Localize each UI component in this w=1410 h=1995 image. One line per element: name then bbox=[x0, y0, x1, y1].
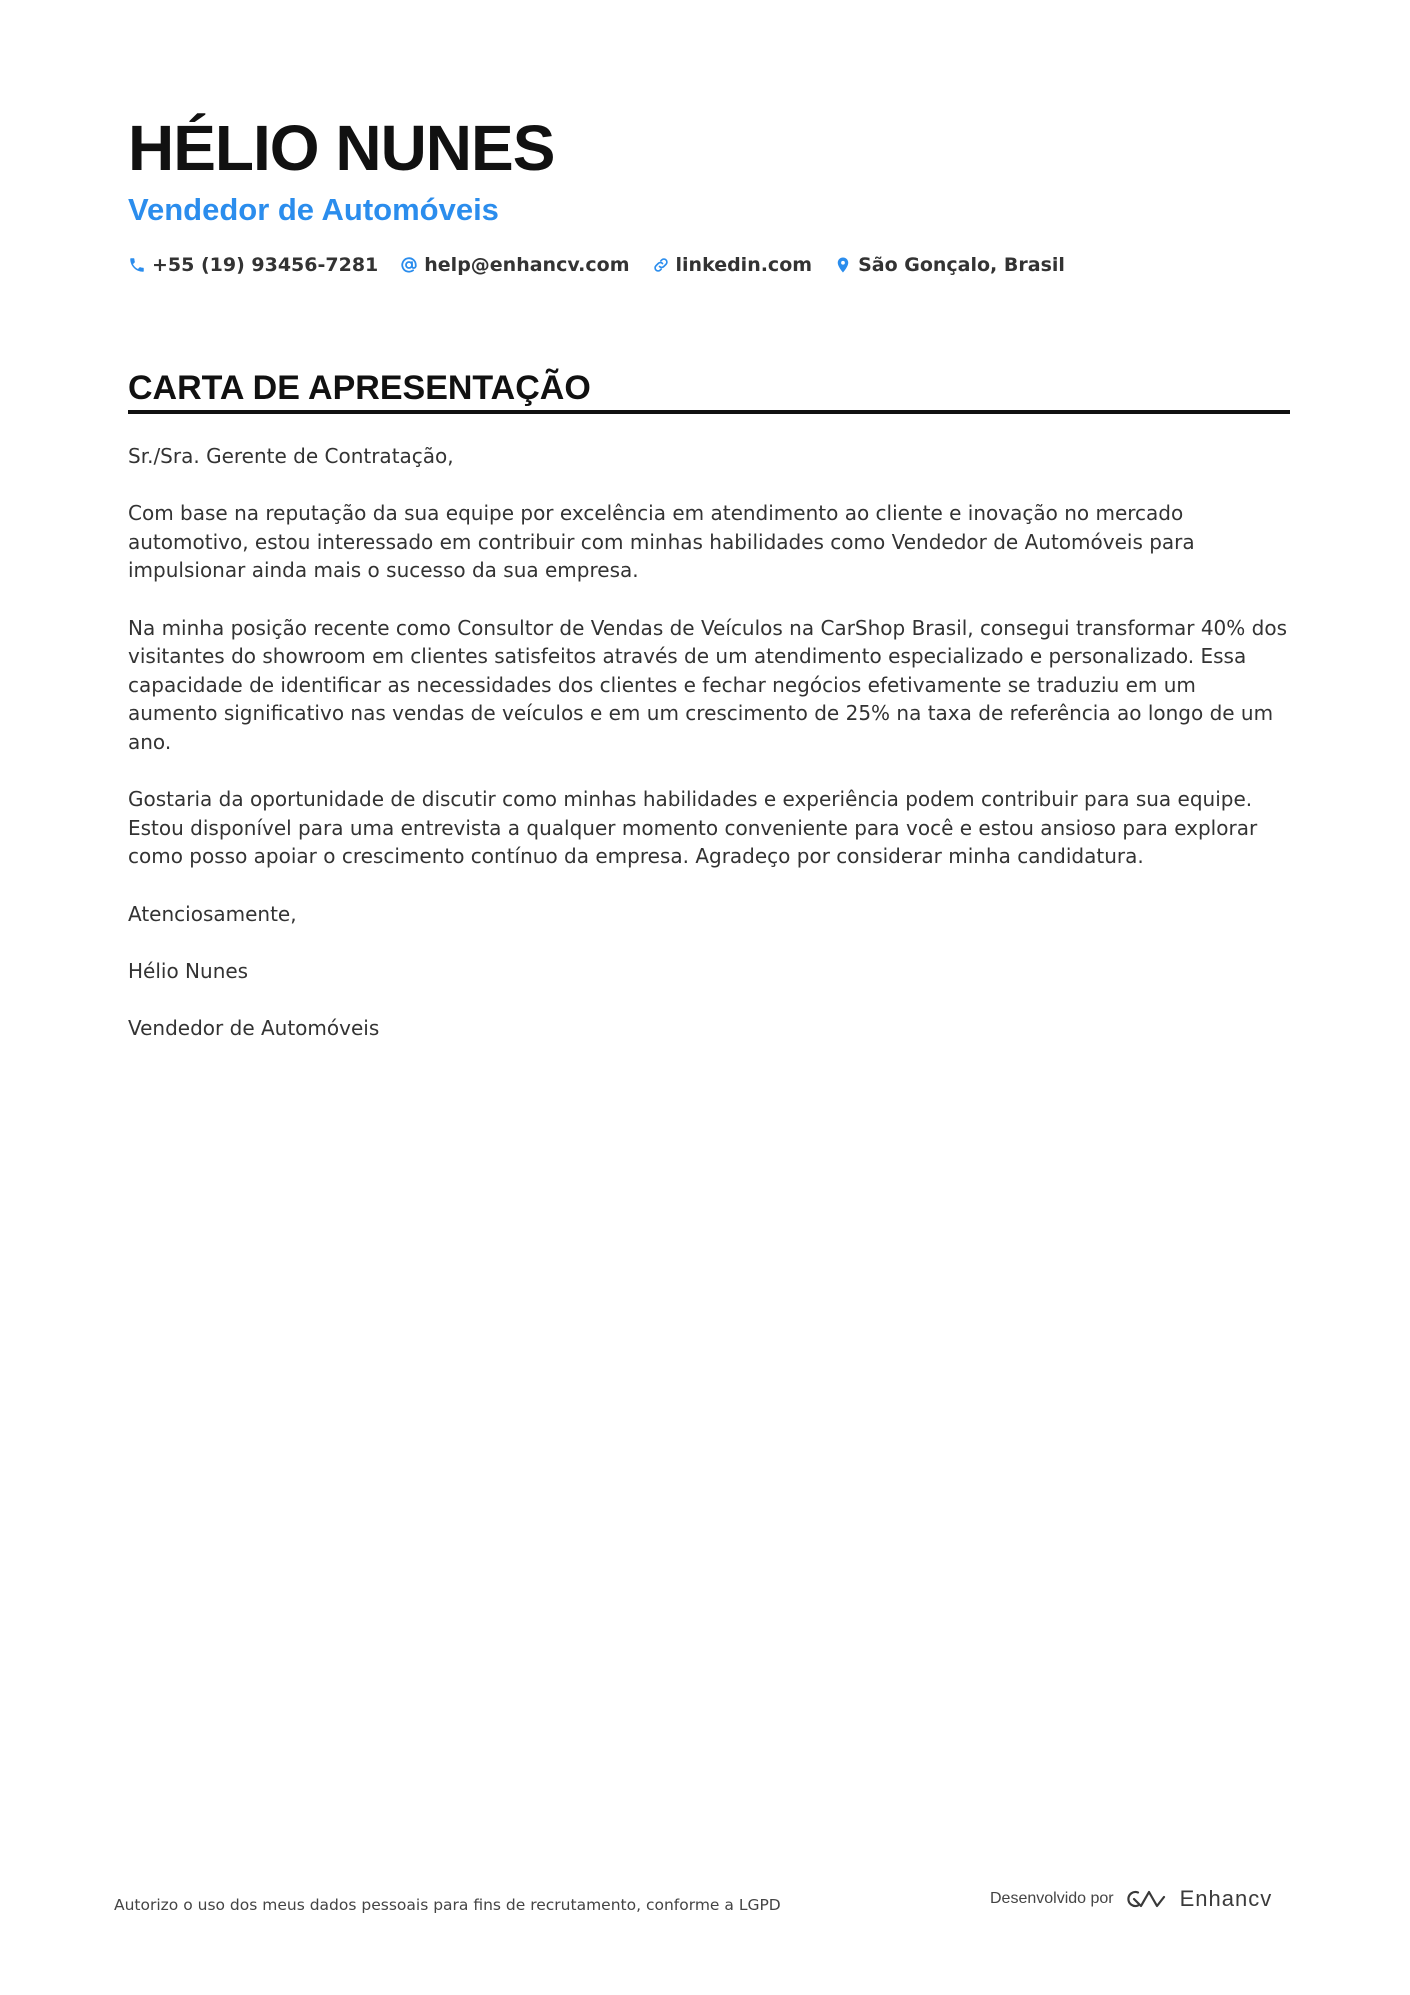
letter-paragraph: Gostaria da oportunidade de discutir como minhas habilidades e experiência podem contribuir para sua equipe. Estou disponível para uma entrevista a qualquer momento conveniente para você e estou ansioso para explorar como posso apoiar o crescimento contínuo da empresa. Agradeço por considerar minha candidatura. bbox=[128, 787, 1258, 869]
contact-linkedin[interactable] bbox=[652, 254, 813, 276]
contact-phone[interactable] bbox=[128, 254, 378, 276]
contact-bar bbox=[128, 254, 1065, 276]
contact-phone-text: +55 (19) 93456-7281 bbox=[152, 254, 379, 276]
contact-linkedin-text: linkedin.com bbox=[675, 254, 813, 276]
enhancv-logo-icon bbox=[1124, 1887, 1170, 1911]
link-icon bbox=[652, 256, 670, 274]
phone-icon bbox=[128, 256, 146, 274]
powered-by-label: Desenvolvido por bbox=[990, 1890, 1114, 1907]
signature-title: Vendedor de Automóveis bbox=[128, 1015, 380, 1040]
footer-consent: Autorizo o uso dos meus dados pessoais para fins de recrutamento, conforme a LGPD bbox=[114, 1896, 781, 1914]
letter-body bbox=[128, 442, 1290, 1071]
footer-brand[interactable] bbox=[990, 1886, 1272, 1912]
signature-name: Hélio Nunes bbox=[128, 958, 249, 983]
at-icon bbox=[400, 256, 418, 274]
contact-email-text: help@enhancv.com bbox=[424, 254, 630, 276]
location-pin-icon bbox=[834, 256, 852, 274]
contact-email[interactable] bbox=[400, 254, 629, 276]
letter-closing: Atenciosamente, bbox=[128, 901, 297, 926]
section-divider bbox=[128, 410, 1290, 414]
contact-location-text: São Gonçalo, Brasil bbox=[858, 254, 1065, 276]
candidate-name: HÉLIO NUNES bbox=[128, 112, 555, 184]
letter-paragraph: Na minha posição recente como Consultor de Vendas de Veículos na CarShop Brasil, consegui transformar 40% dos visitantes do showroom em clientes satisfeitos através de um atendimento especializado e personalizado. Essa capacidade de identificar as necessidades dos clientes e fechar negócios efetivamente se traduziu em um aumento significativo nas vendas de veículos e em um crescimento de 25% na taxa de referência ao longo de um ano. bbox=[128, 615, 1287, 754]
letter-salutation: Sr./Sra. Gerente de Contratação, bbox=[128, 444, 454, 468]
section-title: CARTA DE APRESENTAÇÃO bbox=[128, 369, 591, 407]
contact-location bbox=[834, 254, 1065, 276]
brand-name: Enhancv bbox=[1179, 1886, 1273, 1911]
candidate-role: Vendedor de Automóveis bbox=[128, 192, 499, 227]
letter-paragraph: Com base na reputação da sua equipe por excelência em atendimento ao cliente e inovação no mercado automotivo, estou interessado em contribuir com minhas habilidades como Vendedor de Automóveis para impulsionar ainda mais o sucesso da sua empresa. bbox=[128, 501, 1195, 583]
